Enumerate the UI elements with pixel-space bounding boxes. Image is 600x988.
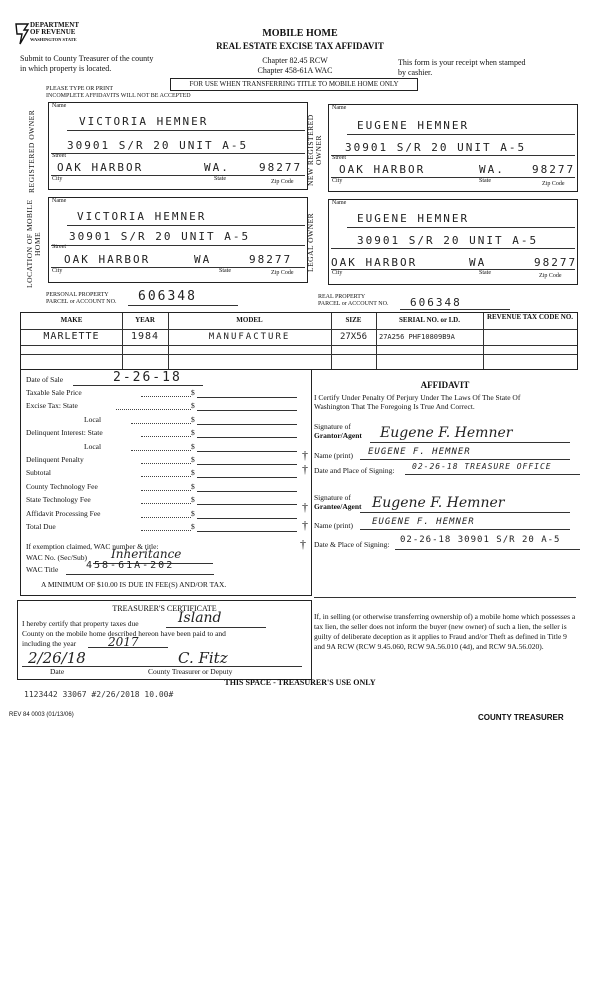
treasurer-line1: I hereby certify that property taxes due [22, 619, 139, 628]
tax-row-line [197, 518, 297, 519]
legal-owner-box: Name EUGENE HEMNER 30901 S/R 20 UNIT A-5 OAK HARBOR WA 98277 City State Zip Code [328, 199, 578, 285]
tax-row-line [197, 437, 297, 438]
affidavit-title: AFFIDAVIT [420, 380, 470, 390]
treasurer-year[interactable]: 2017 [108, 635, 139, 649]
legal-owner-label: LEGAL OWNER [306, 212, 315, 272]
legal-owner-city[interactable]: OAK HARBOR [331, 256, 418, 269]
registered-owner-street[interactable]: 30901 S/R 20 UNIT A-5 [67, 139, 249, 152]
tax-row-label: County Technology Fee [26, 481, 98, 491]
cell-make[interactable]: MARLETTE [43, 331, 100, 342]
grantee-mark-1: † [302, 500, 308, 514]
wac-no-value[interactable]: Inheritance [111, 547, 182, 561]
grantor-date[interactable]: 02-26-18 TREASURE OFFICE [412, 462, 552, 471]
registered-owner-zip[interactable]: 98277 [259, 161, 303, 174]
personal-parcel-label2: PARCEL or ACCOUNT NO. [46, 299, 117, 305]
cell-year[interactable]: 1984 [130, 331, 160, 342]
tax-row-label: Subtotal [26, 468, 52, 478]
new-owner-zip[interactable]: 98277 [532, 163, 576, 176]
real-parcel-value[interactable]: 606348 [410, 296, 462, 309]
tax-row-label: Delinquent Penalty [26, 455, 84, 464]
county-treasurer-label: COUNTY TREASURER [478, 713, 564, 722]
tax-row-amount[interactable]: $ [191, 495, 195, 505]
treasurer-date[interactable]: 2/26/18 [28, 649, 86, 667]
chapter-rcw: Chapter 82.45 RCW [262, 56, 328, 65]
tax-row-leader [131, 423, 191, 424]
new-owner-name[interactable]: EUGENE HEMNER [357, 119, 470, 132]
personal-parcel-value[interactable]: 606348 [138, 289, 197, 304]
grantee-date-label: Date & Place of Signing: [314, 540, 390, 549]
tax-row-label: Taxable Sale Price [26, 388, 82, 397]
treasurer-county[interactable]: Island [178, 610, 222, 626]
cell-model[interactable]: MANUFACTURE [208, 332, 291, 342]
grantor-sig-label2: Grantor/Agent [314, 431, 362, 440]
grantee-signature[interactable]: Eugene F. Hemner [372, 495, 505, 511]
exemption-label: If exemption claimed, WAC number & title: [26, 542, 159, 551]
tax-row-leader [141, 490, 191, 491]
grantor-mark-1: † [302, 448, 308, 462]
wac-title-label: WAC Title [26, 565, 59, 574]
chapter-wac: Chapter 458-61A WAC [257, 66, 333, 75]
tax-row-line [197, 397, 297, 398]
form-number: REV 84 0003 (01/13/06) [9, 712, 74, 718]
receipt-line2: by cashier. [398, 68, 433, 77]
grantee-name[interactable]: EUGENE F. HEMNER [372, 517, 475, 527]
tax-row-leader [131, 450, 191, 451]
use-box: FOR USE WHEN TRANSFERRING TITLE TO MOBILE HOME ONLY [170, 78, 418, 91]
tax-row-line [197, 464, 297, 465]
tax-row-leader [141, 436, 191, 437]
tax-row-line [197, 451, 297, 452]
grantee-name-label: Name (print) [314, 521, 353, 530]
tax-row-amount[interactable]: $ [191, 522, 195, 531]
dept-line2: OF REVENUE [30, 28, 76, 36]
tax-row-amount[interactable]: $ [191, 414, 195, 424]
treasurer-certificate [17, 600, 312, 680]
tax-row-line [197, 531, 297, 532]
dept-line3: WASHINGTON STATE [30, 37, 77, 42]
receipt-line1: This form is your receipt when stamped [398, 58, 526, 67]
grantee-sig-label1: Signature of [314, 493, 351, 502]
treasurer-line3: including the year [22, 639, 77, 648]
form-title-2: REAL ESTATE EXCISE TAX AFFIDAVIT [216, 41, 384, 51]
legal-owner-state[interactable]: WA [469, 256, 487, 269]
new-owner-city[interactable]: OAK HARBOR [339, 163, 426, 176]
affidavit-text1: I Certify Under Penalty Of Perjury Under The Laws Of The State Of [314, 393, 521, 402]
grantor-date-label: Date and Place of Signing: [314, 466, 395, 475]
registered-owner-state[interactable]: WA. [204, 161, 230, 174]
tax-row-leader [116, 409, 191, 410]
treasurer-use-only: THIS SPACE - TREASURER'S USE ONLY [224, 678, 376, 687]
tax-row-line [197, 410, 297, 411]
grantor-name[interactable]: EUGENE F. HEMNER [368, 447, 471, 457]
location-street[interactable]: 30901 S/R 20 UNIT A-5 [69, 230, 251, 243]
tax-row-amount[interactable]: $ [191, 441, 195, 451]
wac-title-value[interactable]: 458-61A-202 [86, 560, 175, 571]
col-year: YEAR [135, 316, 155, 324]
tax-row-line [197, 477, 297, 478]
registered-owner-name[interactable]: VICTORIA HEMNER [79, 115, 209, 128]
tax-row-line [197, 504, 297, 505]
submit-line2: in which property is located. [20, 64, 112, 73]
submit-line1: Submit to County Treasurer of the county [20, 54, 154, 63]
location-box: Name VICTORIA HEMNER 30901 S/R 20 UNIT A-5 Street OAK HARBOR WA 98277 City State Zip Code [48, 197, 308, 283]
grantee-sig-label2: Grantee/Agent [314, 502, 362, 511]
treasurer-title: TREASURER'S CERTIFICATE [112, 604, 217, 613]
tax-row-label: Local [84, 441, 102, 451]
dor-logo [14, 20, 80, 48]
treasurer-sig-label: County Treasurer or Deputy [148, 667, 233, 676]
registered-owner-box: Name VICTORIA HEMNER 30901 S/R 20 UNIT A-5 Street OAK HARBOR WA. 98277 City State Zip Code [48, 102, 308, 190]
col-serial: SERIAL NO. or I.D. [399, 316, 460, 324]
treasurer-line2: County on the mobile home described hereon have been paid to and [22, 629, 226, 638]
col-size: SIZE [345, 316, 362, 324]
payment-stamp: 1123442 33067 #2/26/2018 10.00# [24, 690, 174, 699]
dor-logo-icon [14, 22, 30, 46]
tax-box [20, 369, 312, 596]
tax-row-amount[interactable]: $ [191, 468, 195, 478]
tax-row-leader [141, 463, 191, 464]
legal-owner-name[interactable]: EUGENE HEMNER [357, 212, 470, 225]
col-model: MODEL [236, 316, 263, 324]
real-parcel-label2: PARCEL or ACCOUNT NO. [318, 301, 389, 307]
tax-row-leader [141, 517, 191, 518]
tax-row-leader [141, 396, 191, 397]
tax-row-line [197, 424, 297, 425]
location-label: LOCATION OF MOBILE HOME [25, 199, 42, 289]
tax-row-amount[interactable]: $ [191, 428, 195, 438]
cell-serial[interactable]: 27A256 PHF10809B9A [379, 333, 455, 341]
registered-owner-city[interactable]: OAK HARBOR [57, 161, 144, 174]
tax-row-label: State Technology Fee [26, 495, 91, 505]
tax-row-leader [141, 530, 191, 531]
date-of-sale-value[interactable]: 2-26-18 [113, 370, 182, 385]
minimum-note: A MINIMUM OF $10.00 IS DUE IN FEE(S) AND/OR TAX. [41, 580, 227, 589]
treasurer-signature[interactable]: C. Fitz [178, 649, 228, 667]
tax-row-label: Excise Tax: State [26, 401, 78, 411]
grantor-mark-2: † [302, 462, 308, 476]
new-registered-owner-label: NEW REGISTERED OWNER [306, 114, 323, 186]
new-owner-state[interactable]: WA. [479, 163, 505, 176]
grantee-mark-3: † [300, 537, 306, 551]
tax-row-label: Affidavit Processing Fee [26, 508, 101, 518]
date-of-sale-label: Date of Sale [26, 375, 64, 384]
tax-row-amount[interactable]: $ [191, 455, 195, 464]
col-make: MAKE [60, 316, 83, 324]
registered-owner-label: REGISTERED OWNER [27, 109, 36, 193]
incomplete-note: INCOMPLETE AFFIDAVITS WILL NOT BE ACCEPTED [46, 93, 191, 99]
new-registered-owner-box: Name EUGENE HEMNER 30901 S/R 20 UNIT A-5 Street OAK HARBOR WA. 98277 City State Zip Code [328, 104, 578, 192]
wac-no-label: WAC No. (Sec/Sub) [26, 553, 88, 562]
location-name[interactable]: VICTORIA HEMNER [77, 210, 207, 223]
location-state[interactable]: WA [194, 253, 212, 266]
affidavit-text2: Washington That The Foregoing Is True And Correct. [314, 402, 475, 411]
cell-size[interactable]: 27X56 [339, 332, 368, 342]
type-print-note: PLEASE TYPE OR PRINT [46, 86, 114, 92]
dept-line1: DEPARTMENT [30, 21, 80, 29]
treasurer-date-label: Date [50, 667, 65, 676]
location-city[interactable]: OAK HARBOR [64, 253, 151, 266]
tax-row-amount[interactable]: $ [191, 388, 195, 397]
grantee-date[interactable]: 02-26-18 30901 S/R 20 A-5 [400, 535, 561, 545]
tax-row-label: Delinquent Interest: State [26, 428, 103, 438]
grantor-sig-label1: Signature of [314, 422, 351, 431]
grantee-mark-2: † [302, 518, 308, 532]
tax-row-label: Local [84, 414, 102, 424]
tax-row-line [197, 491, 297, 492]
legal-owner-zip[interactable]: 98277 [534, 256, 578, 269]
grantor-signature[interactable]: Eugene F. Hemner [380, 425, 513, 441]
tax-row-amount[interactable]: $ [191, 508, 195, 518]
tax-row-leader [141, 503, 191, 504]
location-zip[interactable]: 98277 [249, 253, 293, 266]
personal-parcel-label1: PERSONAL PROPERTY [46, 292, 109, 298]
real-parcel-label1: REAL PROPERTY [318, 294, 366, 300]
grantor-name-label: Name (print) [314, 451, 353, 460]
mobile-home-table [20, 312, 578, 370]
tax-row-amount[interactable]: $ [191, 481, 195, 491]
col-rev: REVENUE TAX CODE NO. [486, 313, 574, 321]
tax-row-amount[interactable]: $ [191, 401, 195, 411]
legal-owner-street[interactable]: 30901 S/R 20 UNIT A-5 [357, 234, 539, 247]
tax-row-label: Total Due [26, 522, 56, 531]
lien-notice: If, in selling (or otherwise transferring ownership of) a mobile home which possesses a tax lien, the seller does not inform the buyer (new owner) of such a lien, the seller is guilty of deliberate deception as it applies to Fraud and/or Theft as defined in Title 9 and 9A RCW (RCW 9.45.060, RCW 9A.56.010 (4d), and RCW 9A.56.020). [314, 612, 576, 651]
new-owner-street[interactable]: 30901 S/R 20 UNIT A-5 [345, 141, 527, 154]
form-title-1: MOBILE HOME [262, 28, 338, 39]
tax-row-leader [141, 476, 191, 477]
